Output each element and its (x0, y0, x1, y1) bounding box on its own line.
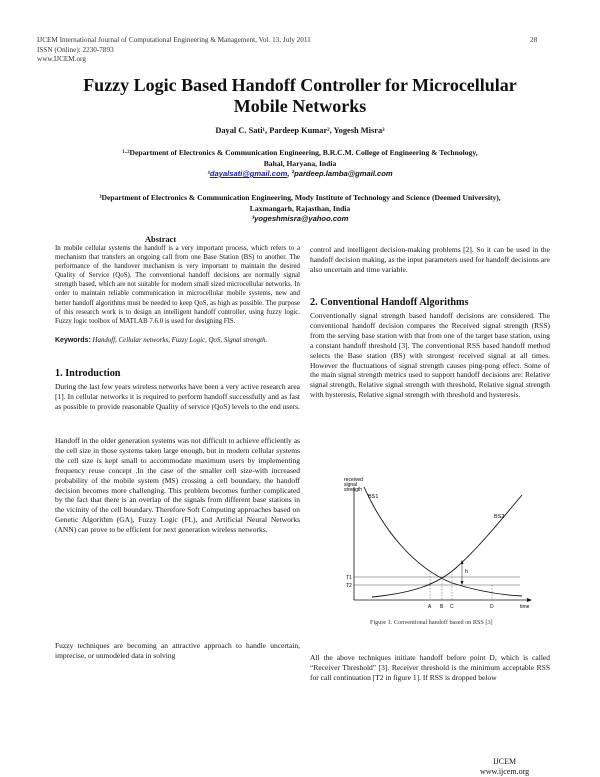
authors: Dayal C. Sati¹, Pardeep Kumar², Yogesh Misra³ (215, 126, 385, 135)
email-2: pardeep.lamba@gmail.com (294, 169, 393, 178)
keywords-text: Handoff, Cellular networks, Fuzzy Logic, QoS, Signal strength. (92, 337, 268, 344)
point-c-label: C (450, 604, 454, 610)
journal-name: IJCEM International Journal of Computational Engineering & Management, Vol. 13, July 2011 (37, 36, 311, 44)
x-axis-arrow (527, 598, 532, 602)
ylabel-line-3: strength (344, 487, 363, 493)
section-2-paragraph-2: All the above techniques initiate handoff before point D, which is called “Receiver Threshold” [3]. Receiver threshold is the minimum acceptable RSS for call continuation [T2 in figure 1]. If RSS is dropped below (310, 653, 550, 682)
intro-heading: 1. Introduction (55, 368, 121, 379)
affiliation-1-emails (40, 169, 560, 180)
journal-header (37, 36, 311, 65)
point-a-label: A (428, 604, 432, 610)
h-label: h (465, 569, 469, 575)
section-2-paragraph-1: Conventionally signal strength based handoff decisions are considered. The conventional handoff decision compares the Received signal strength (RSS) from the serving base station with that from one of the target base station, using a constant handoff threshold [3]. The conventional RSS based handoff method selects the Base station (BS) with strongest received signal at all times. However the fluctuations of signal strength causes ping-pong effect. Some of the main signal strength metrics used to support handoff decisions are: Relative signal strength, Relative signal strength with threshold, Relative signal strength with hysteresis, Relative signal strength with threshold and hysteresis. (310, 311, 550, 400)
intro-paragraph-2: Handoff in the older generation systems was not difficult to achieve efficiently as the cell size in those systems taken large enough, but in modern cellular systems the cell size is kept small to accommodate maximum users by implementing frequency reuse concept .In the case of the smaller cell size-with increased probability of the mobile system (MS) crossing a cell boundary, the handoff decision becomes more challenging. This problem becomes further complicated by the fact that there is an overlap of the signals from different base stations in the vicinity of the cell boundary. Therefore Soft Computing approaches based on Genetic Algorithm (GA), Fuzzy Logic (FL), and Artificial Neural Networks (ANN) can prove to be efficient for next generation wireless networks. (55, 436, 300, 535)
figure-caption: Figure 1. Conventional handoff based on RSS [3] (370, 619, 493, 626)
page-number: 28 (530, 36, 538, 44)
t1-label: T1 (346, 575, 352, 581)
footer-org: IJCEM (492, 757, 517, 766)
journal-website: www.IJCEM.org (37, 55, 86, 64)
page-footer (480, 757, 529, 777)
t2-label: T2 (346, 583, 352, 589)
journal-issn: ISSN (Online): 2230-7893 (37, 45, 114, 54)
section-2-heading-wrap (310, 298, 550, 308)
affiliation-2-line-1: ³Department of Electronics & Communication Engineering, Mody Institute of Technology and Science (Deemed University), (99, 193, 501, 202)
ylabel-line-2: signal (344, 482, 358, 488)
intro-section (55, 369, 300, 379)
bs2-curve (372, 495, 522, 597)
bs1-label: BS1 (368, 494, 379, 500)
rss-handoff-figure (342, 475, 542, 615)
title-line-2: Mobile Networks (233, 96, 367, 116)
abstract-heading: Abstract (145, 235, 177, 244)
affiliation-2-line-2: Laxmangarh, Rajasthan, India (249, 203, 351, 213)
affiliation-2-email: ³yogeshmisra@yahoo.com (251, 214, 349, 223)
paper-title (40, 75, 560, 117)
affiliation-1 (40, 148, 560, 180)
keywords-label: Keywords: (55, 337, 91, 344)
intro-paragraph-1: During the last few years wireless networks have been a very active research area [1]. In cellular networks it is required to perform handoff successfully and as fast as possible to provide reasonable Quality of service (QoS) levels to the end users. (55, 382, 300, 411)
ylabel-line-1: received (344, 477, 363, 483)
keywords (55, 336, 300, 345)
footer-site: www.ijcem.org (480, 767, 530, 776)
email-prefix: ¹ (207, 169, 210, 178)
hysteresis-arrow-up (461, 560, 464, 564)
bs1-curve (364, 487, 522, 596)
affiliation-2 (40, 193, 560, 225)
affiliation-1-line-2: Bahal, Haryana, India (263, 158, 337, 168)
title-line-1: Fuzzy Logic Based Handoff Controller for Microcellular (83, 75, 517, 95)
email-link-1[interactable]: dayalsati@gmail.com (209, 169, 288, 178)
email-separator: , ² (287, 169, 295, 178)
bs2-label: BS2 (494, 514, 505, 520)
point-b-label: B (440, 604, 444, 610)
affiliation-1-line-1: ¹·²Department of Electronics & Communication Engineering, B.R.C.M. College of Engineering & Technology, (122, 148, 478, 157)
abstract-text: In mobile cellular systems the handoff is a very important process, which refers to a mechanism that transfers an ongoing call from one Base Station (BS) to another. The performance of the handover mechanism is very important to maintain the desired Quality of Service (QoS). The conventional handoff decisions are normally signal strength based, which are not suitable for modern small sized microcellular networks. In order to maintain reliable communication in microcellular mobile systems, new and better handoff algorithms must be needed to keep QoS, as high as possible. The purpose of this research work is to design an intelligent handoff controller, using fuzzy logic. Fuzzy logic toolbox of MATLAB 7.6.0 is used for designing FIS. (55, 245, 300, 325)
hysteresis-arrow-down (461, 581, 464, 585)
section-2-heading: 2. Conventional Handoff Algorithms (310, 297, 469, 308)
time-label: time (520, 604, 530, 610)
intro-paragraph-3: Fuzzy techniques are becoming an attractive approach to handle uncertain, imprecise, or unmodeled data in solving (55, 641, 300, 660)
right-paragraph-0: control and intelligent decision-making problems [2]. So it can be used in the handoff decision making, as the input parameters used for handoff decisions are also uncertain and time variable. (310, 245, 550, 274)
point-d-label: D (490, 604, 494, 610)
